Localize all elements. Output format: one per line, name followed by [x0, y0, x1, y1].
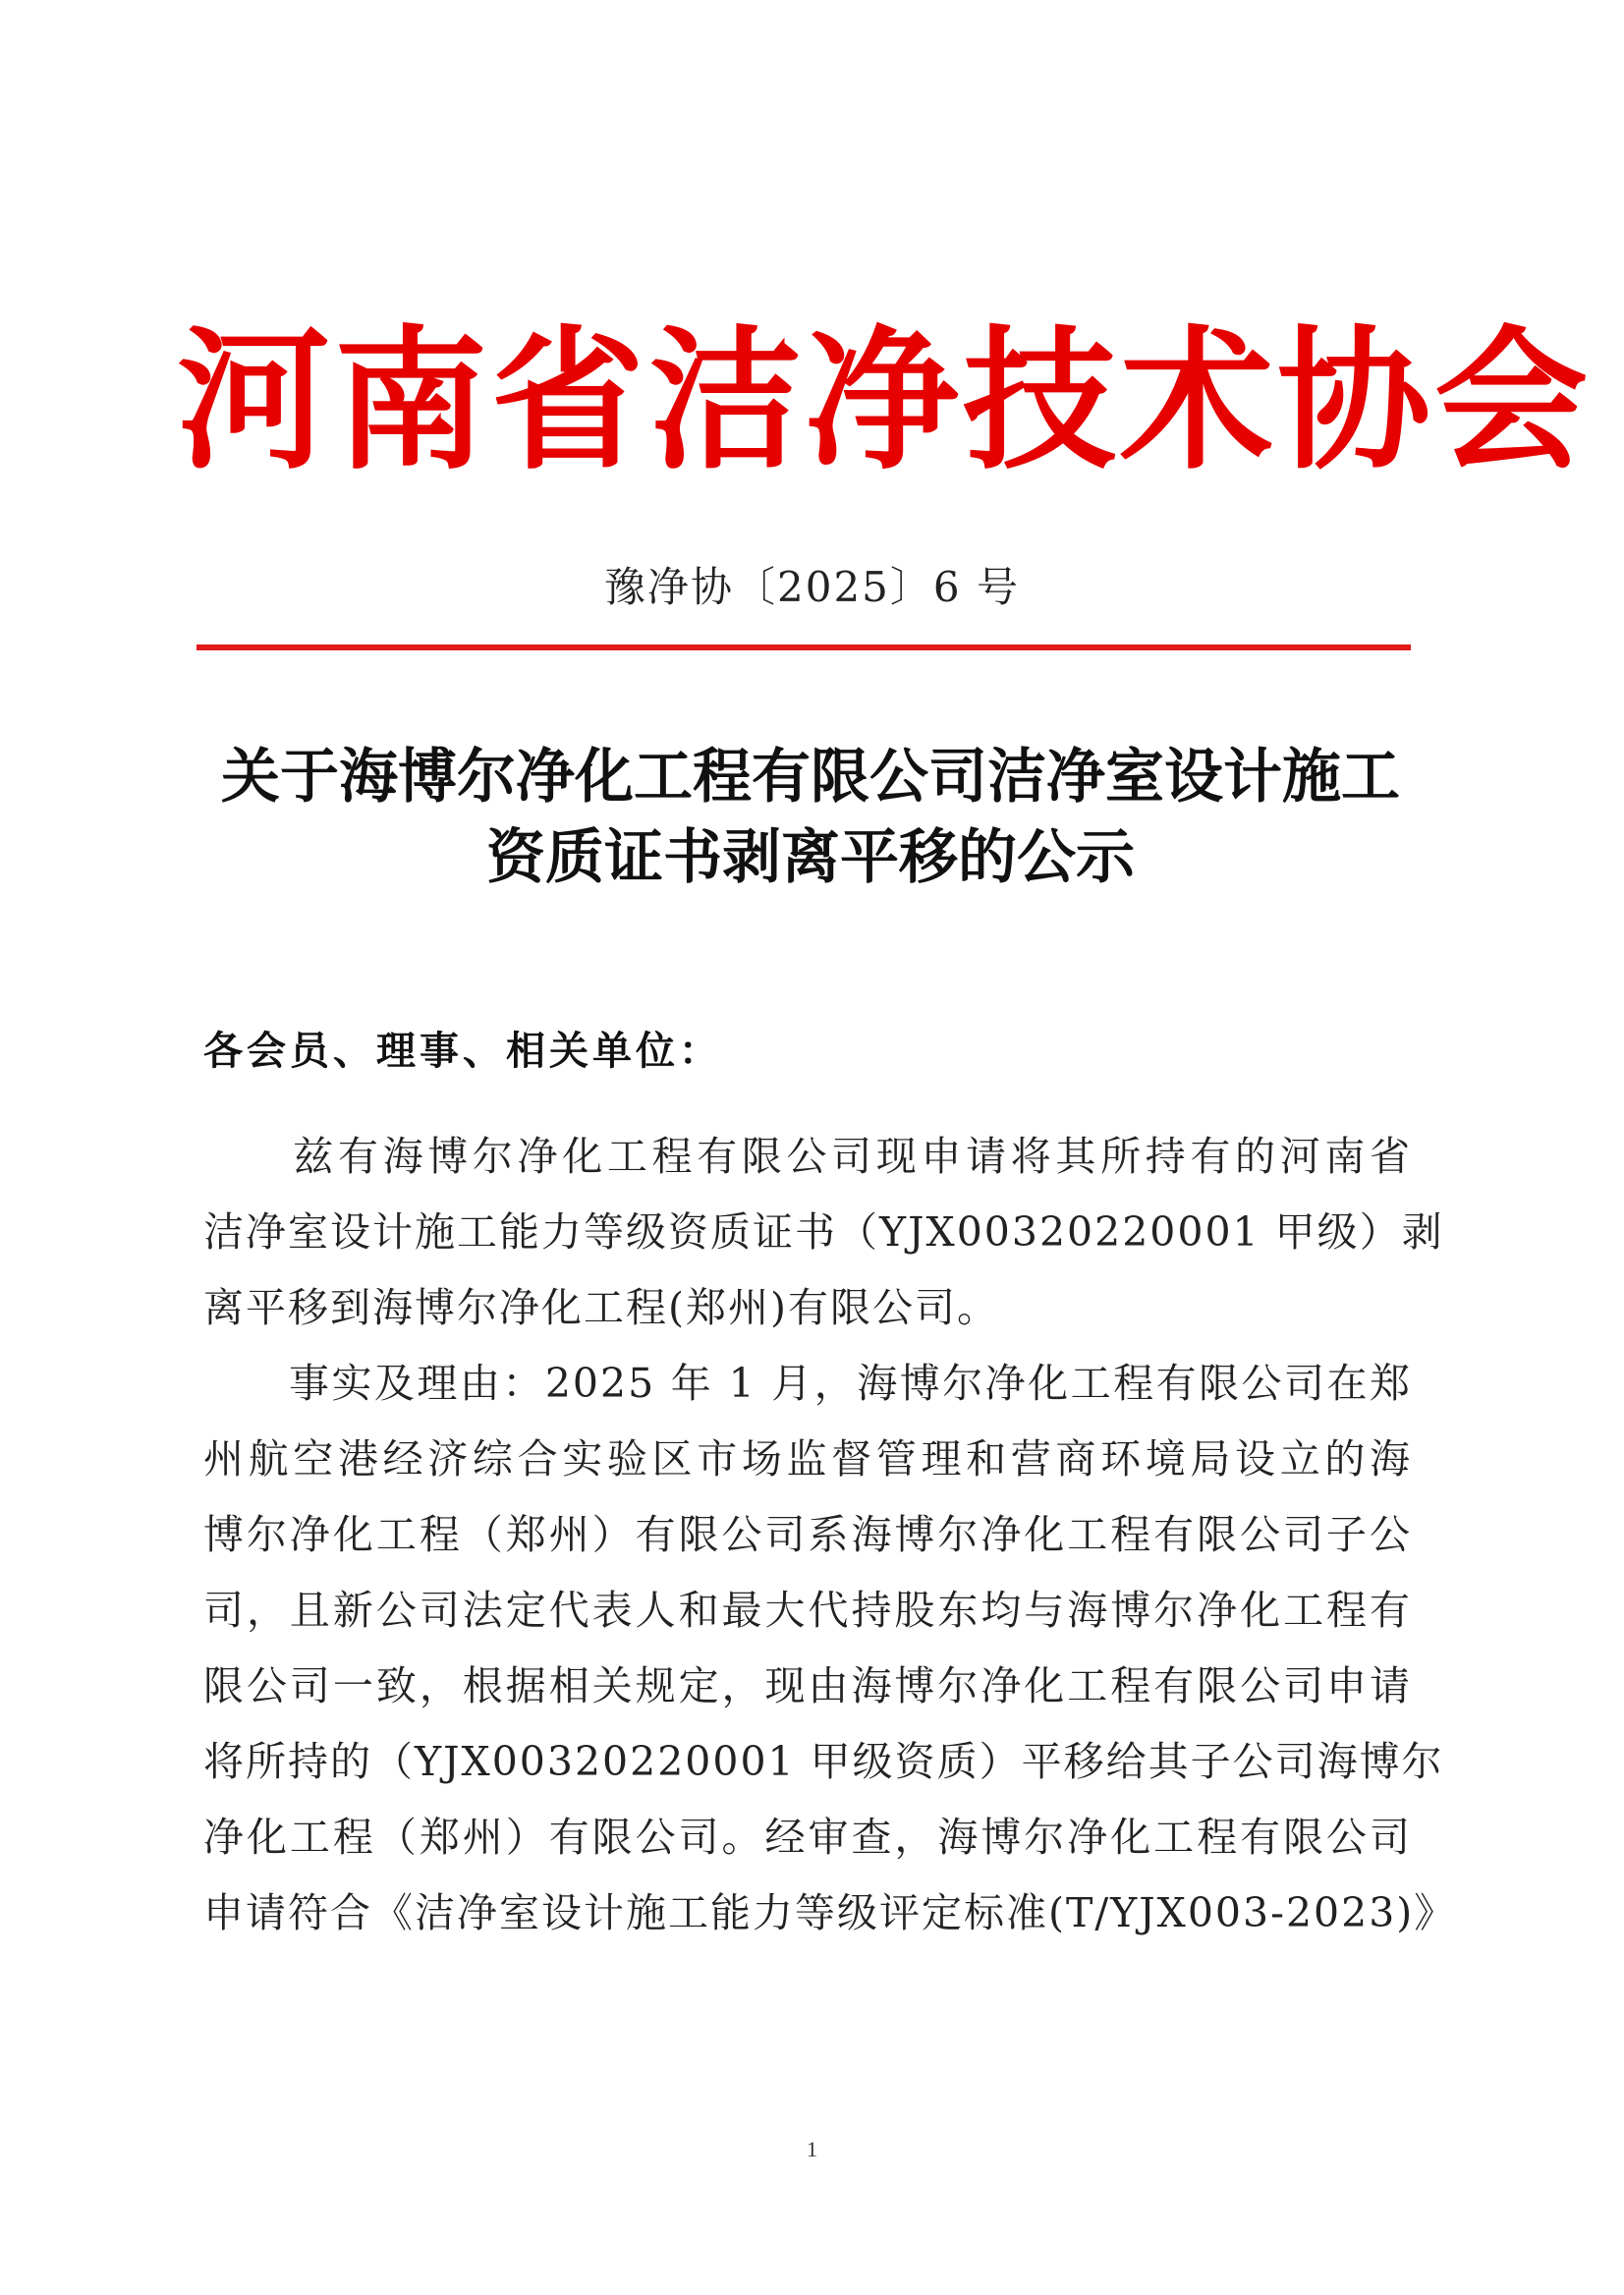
salutation: 各会员、理事、相关单位：	[203, 1029, 722, 1074]
body-line: 净化工程（郑州）有限公司。经审查，海博尔净化工程有限公司	[203, 1814, 1412, 1861]
body-line: 离平移到海博尔净化工程(郑州)有限公司。	[203, 1284, 999, 1331]
body-line: 将所持的（YJX00320220001 甲级资质）平移给其子公司海博尔	[203, 1738, 1444, 1785]
body-line: 博尔净化工程（郑州）有限公司系海博尔净化工程有限公司子公	[203, 1511, 1412, 1558]
org-name-header: 河南省洁净技术协会	[177, 311, 1592, 490]
body-line: 州航空港经济综合实验区市场监督管理和营商环境局设立的海	[203, 1435, 1412, 1483]
page-number: 1	[807, 2137, 817, 2161]
red-divider-rule	[196, 644, 1411, 650]
body-line: 限公司一致，根据相关规定，现由海博尔净化工程有限公司申请	[203, 1662, 1412, 1709]
body-line: 兹有海博尔净化工程有限公司现申请将其所持有的河南省	[203, 1133, 1412, 1180]
body-line: 洁净室设计施工能力等级资质证书（YJX00320220001 甲级）剥	[203, 1208, 1444, 1256]
body-line: 申请符合《洁净室设计施工能力等级评定标准(T/YJX003-2023)》	[203, 1889, 1457, 1936]
document-number: 豫净协〔2025〕6 号	[604, 563, 1020, 611]
title-line-1: 关于海博尔净化工程有限公司洁净室设计施工	[221, 743, 1400, 812]
document-title	[177, 737, 1444, 898]
title-line-2: 资质证书剥离平移的公示	[486, 823, 1135, 892]
body-line: 事实及理由：2025 年 1 月，海博尔净化工程有限公司在郑	[203, 1360, 1412, 1407]
body-line: 司，且新公司法定代表人和最大代持股东均与海博尔净化工程有	[203, 1587, 1412, 1634]
